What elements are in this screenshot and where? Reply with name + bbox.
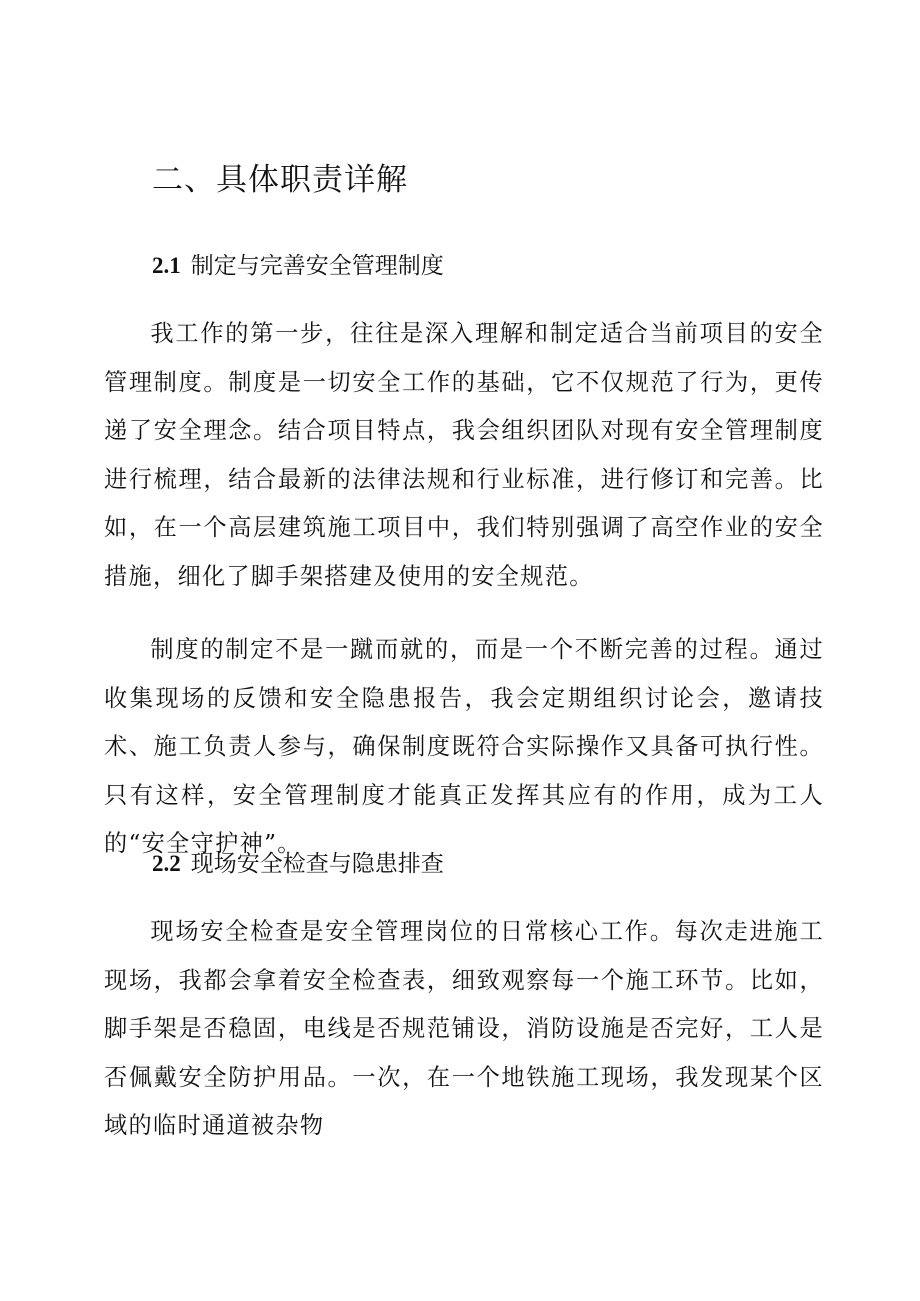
subsection-heading-2-1 [152, 246, 444, 286]
subsection-title: 制定与完善安全管理制度 [190, 253, 444, 279]
paragraph-3: 现场安全检查是安全管理岗位的日常核心工作。每次走进施工现场，我都会拿着安全检查表，细致观察每一个施工环节。比如，脚手架是否稳固，电线是否规范铺设，消防设施是否完好，工人是否佩戴安全防护用品。一次，在一个地铁施工现场，我发现某个区域的临时通道被杂物 [104, 918, 824, 1140]
paragraph-2: 制度的制定不是一蹴而就的，而是一个不断完善的过程。通过收集现场的反馈和安全隐患报告，我会定期组织讨论会，邀请技术、施工负责人参与，确保制度既符合实际操作又具备可执行性。只有这样，安全管理制度才能真正发挥其应有的作用，成为工人的“安全守护神”。 [104, 636, 824, 858]
paragraph-1: 我工作的第一步，往往是深入理解和制定适合当前项目的安全管理制度。制度是一切安全工作的基础，它不仅规范了行为，更传递了安全理念。结合项目特点，我会组织团队对现有安全管理制度进行梳理，结合最新的法律法规和行业标准，进行修订和完善。比如，在一个高层建筑施工项目中，我们特别强调了高空作业的安全措施，细化了脚手架搭建及使用的安全规范。 [104, 320, 824, 590]
subsection-number: 2.2 [152, 851, 181, 876]
subsection-title: 现场安全检查与隐患排查 [190, 851, 444, 877]
subsection-heading-2-2 [152, 844, 444, 884]
section-heading: 二、具体职责详解 [152, 162, 408, 198]
subsection-number: 2.1 [152, 253, 181, 278]
